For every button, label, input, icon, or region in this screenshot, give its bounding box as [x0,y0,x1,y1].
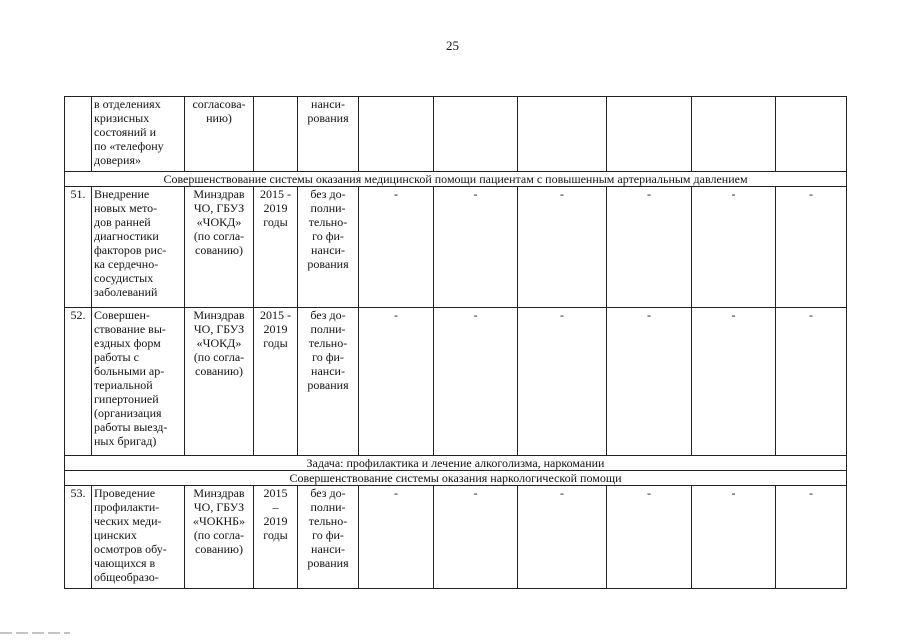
table-row-continued [65,97,847,172]
row-number: 51. [65,187,92,308]
measure-name: в отделениях кризисных состояний и по «телефону доверия» [92,97,185,172]
value-cell: - [359,187,434,308]
measure-name: Проведение профилакти- ческих меди- цинских осмотров обу- чающихся в общеобразо- [92,486,185,589]
value-cell: - [518,187,607,308]
funding-cell: без до- полни- тельно- го фи- нанси- рования [298,308,359,456]
value-cell: - [434,486,518,589]
section-heading: Совершенствование системы оказания наркологической помощи [65,471,847,486]
row-number: 52. [65,308,92,456]
value-cell [359,97,434,172]
term-cell: 2015 - 2019 годы [254,308,298,456]
executor-cell: согласова- нию) [185,97,254,172]
value-cell: - [607,308,692,456]
row-number: 53. [65,486,92,589]
value-cell: - [359,486,434,589]
section-heading-row [65,172,847,187]
term-cell: 2015 - 2019 годы [254,187,298,308]
measure-name: Внедрение новых мето- дов ранней диагностики факторов рис- ка сердечно- сосудистых заболеваний [92,187,185,308]
value-cell: - [434,308,518,456]
scan-artifact [0,632,70,634]
measure-name: Совершен- ствование вы- ездных форм работы с больными ар- териальной гипертонией (организация работы выезд- ных бригад) [92,308,185,456]
value-cell: - [359,308,434,456]
section-heading: Совершенствование системы оказания медицинской помощи пациентам с повышенным артериальным давлением [65,172,847,187]
funding-cell: без до- полни- тельно- го фи- нанси- рования [298,486,359,589]
term-cell: 2015 – 2019 годы [254,486,298,589]
value-cell [607,97,692,172]
program-table [64,96,847,589]
page-number: 25 [446,38,459,53]
value-cell: - [692,308,776,456]
value-cell: - [518,486,607,589]
funding-cell: без до- полни- тельно- го фи- нанси- рования [298,187,359,308]
value-cell [434,97,518,172]
task-heading-row [65,456,847,471]
value-cell: - [692,486,776,589]
executor-cell: Минздрав ЧО, ГБУЗ «ЧОКД» (по согла- сованию) [185,187,254,308]
value-cell: - [776,486,847,589]
section-heading-row [65,471,847,486]
value-cell: - [434,187,518,308]
value-cell: - [776,308,847,456]
task-heading: Задача: профилактика и лечение алкоголизма, наркомании [65,456,847,471]
term-cell [254,97,298,172]
table-row [65,187,847,308]
executor-cell: Минздрав ЧО, ГБУЗ «ЧОКД» (по согла- сованию) [185,308,254,456]
value-cell: - [607,187,692,308]
value-cell [692,97,776,172]
value-cell: - [776,187,847,308]
value-cell [518,97,607,172]
value-cell: - [518,308,607,456]
table-row [65,308,847,456]
value-cell: - [692,187,776,308]
value-cell [776,97,847,172]
executor-cell: Минздрав ЧО, ГБУЗ «ЧОКНБ» (по согла- сованию) [185,486,254,589]
table-row [65,486,847,589]
row-number [65,97,92,172]
funding-cell: нанси- рования [298,97,359,172]
value-cell: - [607,486,692,589]
